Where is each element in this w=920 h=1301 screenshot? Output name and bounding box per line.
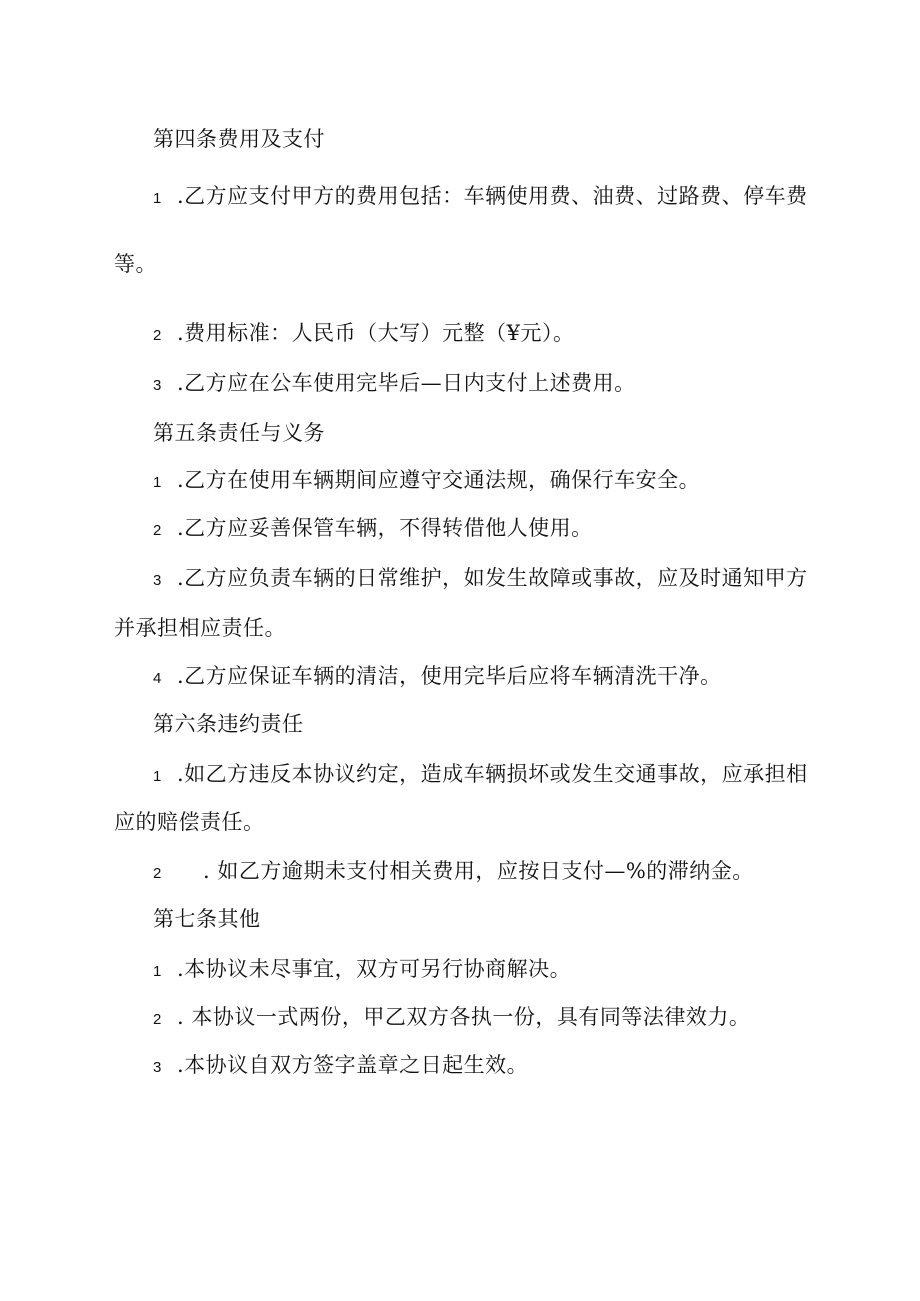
- article-4-item-1-continuation: 等。: [114, 252, 157, 276]
- item-text: .本协议自双方签字盖章之日起生效。: [177, 1053, 529, 1077]
- article-5-heading: 第五条责任与义务: [153, 421, 325, 445]
- article-4-item-3: [153, 368, 636, 401]
- item-number: 2: [153, 327, 162, 344]
- item-number: 4: [153, 670, 162, 687]
- item-text: .乙方应支付甲方的费用包括：车辆使用费、油费、过路费、停车费: [177, 184, 808, 208]
- item-text: .费用标准：人民币（大写）元整（¥元）。: [177, 321, 575, 345]
- item-text: .乙方应妥善保管车辆，不得转借他人使用。: [177, 516, 593, 540]
- article-4-heading: 第四条费用及支付: [153, 127, 325, 151]
- item-number: 1: [153, 963, 162, 980]
- article-5-item-3-continuation: 并承担相应责任。: [114, 616, 286, 640]
- item-number: 3: [153, 572, 162, 589]
- item-text: .乙方在使用车辆期间应遵守交通法规，确保行车安全。: [177, 468, 701, 492]
- article-4-item-1: [153, 181, 808, 214]
- item-number: 1: [153, 190, 162, 207]
- item-number: 2: [153, 1011, 162, 1028]
- article-7-item-1: [153, 954, 571, 987]
- item-text: .乙方应在公车使用完毕后—日内支付上述费用。: [177, 371, 636, 395]
- item-text: .乙方应保证车辆的清洁，使用完毕后应将车辆清洗干净。: [177, 664, 722, 688]
- article-6-item-2: [153, 856, 754, 889]
- article-5-item-1: [153, 465, 700, 498]
- item-number: 1: [153, 768, 162, 785]
- item-text: .如乙方违反本协议约定，造成车辆损坏或发生交通事故，应承担相: [177, 762, 808, 786]
- item-number: 1: [153, 474, 162, 491]
- item-number: 2: [153, 522, 162, 539]
- item-text: . 本协议一式两份，甲乙双方各执一份，具有同等法律效力。: [177, 1005, 751, 1029]
- item-number: 3: [153, 377, 162, 394]
- article-6-item-1: [153, 759, 808, 792]
- article-5-item-2: [153, 513, 593, 546]
- article-7-item-2: [153, 1002, 750, 1035]
- article-6-item-1-continuation: 应的赔偿责任。: [114, 810, 265, 834]
- item-text: . 如乙方逾期未支付相关费用，应按日支付—%的滞纳金。: [203, 859, 754, 883]
- item-number: 3: [153, 1059, 162, 1076]
- article-4-item-2: [153, 318, 575, 351]
- item-text: .本协议未尽事宜，双方可另行协商解决。: [177, 957, 572, 981]
- article-5-item-3: [153, 563, 808, 596]
- article-7-heading: 第七条其他: [153, 907, 261, 931]
- article-7-item-3: [153, 1050, 528, 1083]
- article-6-heading: 第六条违约责任: [153, 712, 304, 736]
- article-5-item-4: [153, 661, 722, 694]
- item-number: 2: [153, 865, 162, 882]
- item-text: .乙方应负责车辆的日常维护，如发生故障或事故，应及时通知甲方: [177, 566, 808, 590]
